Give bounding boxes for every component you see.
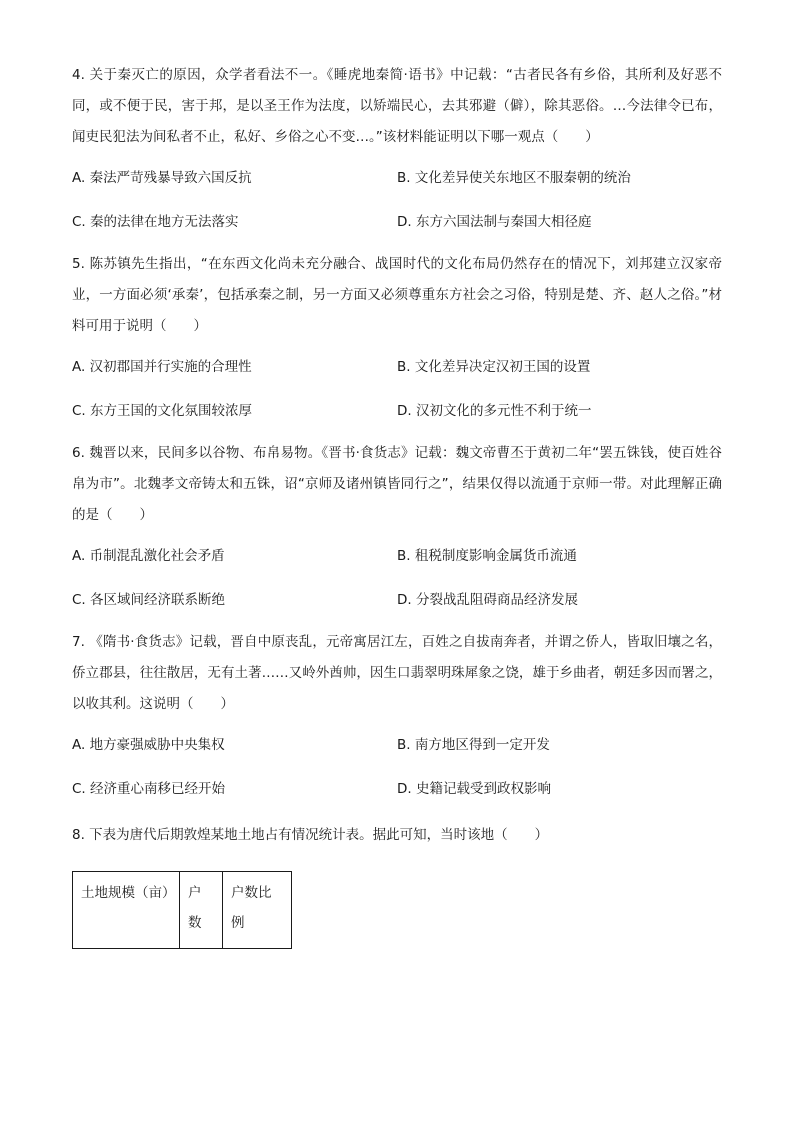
- question-stem: 8. 下表为唐代后期敦煌某地土地占有情况统计表。据此可知，当时该地（ ）: [72, 827, 549, 843]
- option-b: B. 文化差异决定汉初王国的设置: [397, 359, 591, 375]
- question-stem: 7. 《隋书·食货志》记载，晋自中原丧乱，元帝寓居江左，百姓之自拔南奔者，并谓之侨人，皆取旧壤之名，侨立郡县，往往散居，无有土著……又岭外酋帅，因生口翡翠明珠犀象之饶，雄于乡曲者，朝廷多因而署之，以收其利。这说明（ ）: [72, 634, 722, 712]
- option-a: A. 秦法严苛残暴导致六国反抗: [72, 170, 252, 186]
- option-d: D. 东方六国法制与秦国大相径庭: [397, 214, 592, 230]
- table-header-cell: 户数: [180, 872, 223, 949]
- question-stem: 5. 陈苏镇先生指出，“在东西文化尚未充分融合、战国时代的文化布局仍然存在的情况下，刘邦建立汉家帝业，一方面必须‘承秦’，包括承秦之制，另一方面又必须尊重东方社会之习俗，特别是楚、齐、赵人之俗。”材料可用于说明（ ）: [72, 256, 722, 334]
- question-stem: 6. 魏晋以来，民间多以谷物、布帛易物。《晋书·食货志》记载：魏文帝曹丕于黄初二年“罢五铢钱，使百姓谷帛为市”。北魏孝文帝铸太和五铢，诏“京师及诸州镇皆同行之”，结果仅得以流通于京师一带。对此理解正确的是（ ）: [72, 445, 722, 523]
- question-6: [72, 438, 722, 623]
- option-a: A. 地方豪强威胁中央集权: [72, 737, 225, 753]
- option-c: C. 东方王国的文化氛围较浓厚: [72, 403, 253, 419]
- table-header-cell: 土地规模（亩）: [73, 872, 180, 949]
- question-7: [72, 627, 722, 812]
- question-stem: 4. 关于秦灭亡的原因，众学者看法不一。《睡虎地秦简·语书》中记载：“古者民各有乡俗，其所利及好恶不同，或不便于民，害于邦，是以圣王作为法度，以矫端民心，去其邪避（僻），除其恶俗。…今法律令已布，闻吏民犯法为间私者不止，私好、乡俗之心不变…。”该材料能证明以下哪一观点（ ）: [72, 67, 722, 145]
- question-5: [72, 249, 722, 434]
- option-d: D. 分裂战乱阻碍商品经济发展: [397, 592, 578, 608]
- option-b: B. 南方地区得到一定开发: [397, 737, 550, 753]
- question-8: [72, 820, 722, 949]
- option-a: A. 币制混乱激化社会矛盾: [72, 548, 225, 564]
- option-c: C. 秦的法律在地方无法落实: [72, 214, 239, 230]
- option-a: A. 汉初郡国并行实施的合理性: [72, 359, 252, 375]
- option-d: D. 史籍记载受到政权影响: [397, 781, 551, 797]
- table-header-row: [73, 872, 292, 949]
- option-list: [72, 722, 722, 812]
- exam-page: [72, 60, 722, 953]
- option-c: C. 各区域间经济联系断绝: [72, 592, 226, 608]
- option-d: D. 汉初文化的多元性不利于统一: [397, 403, 592, 419]
- table-header-cell: 户数比例: [223, 872, 292, 949]
- land-ownership-table: [72, 871, 292, 949]
- option-b: B. 租税制度影响金属货币流通: [397, 548, 577, 564]
- option-list: [72, 533, 722, 623]
- option-b: B. 文化差异使关东地区不服秦朝的统治: [397, 170, 631, 186]
- question-4: [72, 60, 722, 245]
- option-c: C. 经济重心南移已经开始: [72, 781, 226, 797]
- option-list: [72, 155, 722, 245]
- option-list: [72, 344, 722, 434]
